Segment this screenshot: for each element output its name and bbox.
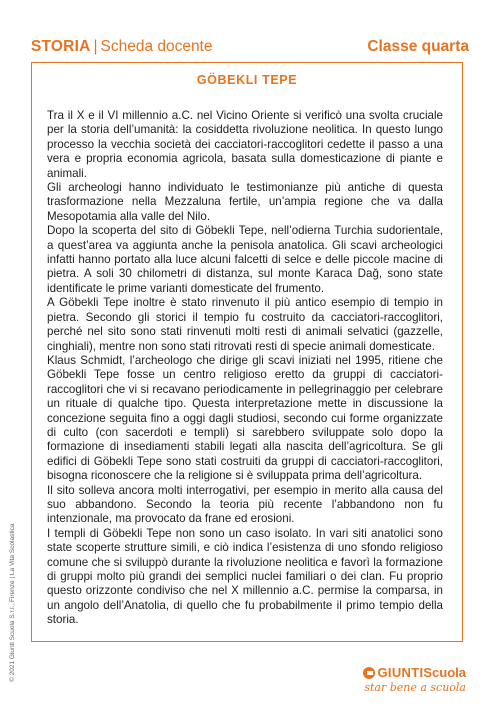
subject-label: STORIA bbox=[31, 38, 91, 55]
logo-word-scuola: Scuola bbox=[423, 665, 466, 680]
header-separator: | bbox=[93, 38, 98, 55]
paragraph: A Göbekli Tepe inoltre è stato rinvenuto il più antico esempio di tempio in pietra. Secondo gli storici il tempio fu costruito da cacciatori-raccoglitori, perché nel sito sono stati rinvenuti molti resti di animali selvatici (gazzelle, cinghiali), mentre non sono stati ritrovati resti di specie animali domesticate. bbox=[47, 296, 443, 353]
giunti-g-icon bbox=[363, 667, 375, 679]
header-left bbox=[31, 38, 213, 56]
content-card bbox=[31, 62, 463, 642]
grade-label: Classe quarta bbox=[367, 38, 469, 55]
publisher-logo bbox=[363, 665, 466, 694]
logo-wordmark bbox=[363, 665, 466, 680]
paragraph: Il sito solleva ancora molti interrogativi, per esempio in merito alla causa del suo abbandono. Secondo la teoria più recente l’abbandono non fu intenzionale, ma provocato da frane ed erosioni. bbox=[47, 483, 443, 526]
paragraph: Gli archeologi hanno individuato le testimonianze più antiche di questa trasformazione nella Mezzaluna fertile, un’ampia regione che va dalla Mesopotamia alla valle del Nilo. bbox=[47, 181, 443, 223]
copyright-notice: © 2021 Giunti Scuola S.r.l., Firenze | La Vita Scolastica bbox=[9, 523, 16, 682]
paragraph: Klaus Schmidt, l’archeologo che dirige gli scavi iniziati nel 1995, ritiene che Göbekli Tepe fosse un centro religioso eretto da gruppi di cacciatori-raccoglitori che vi si recavano periodicamente in pellegrinaggio per celebrare un rituale di qualche tipo. Questa interpretazione mette in discussione la concezione seguita fino a oggi dagli studiosi, secondo cui forme organizzate di culto (con sacerdoti e templi) si sarebbero sviluppate solo dopo la formazione di insediamenti stabili legati alla nascita dell’agricoltura. Se gli edifici di Göbekli Tepe sono stati costruiti da gruppi di cacciatori-raccoglitori, bisogna riconoscere che la religione si è sviluppata prima dell’agricoltura. bbox=[47, 353, 443, 483]
paragraph: Dopo la scoperta del sito di Göbekli Tepe, nell’odierna Turchia sudorientale, a quest’area va aggiunta anche la penisola anatolica. Gli scavi archeologici infatti hanno portato alla luce alcuni falcetti di selce e delle piccole macine di pietra. A soli 30 chilometri di distanza, sul monte Karaca Dağ, sono state identificate le prime varianti domesticate del frumento. bbox=[47, 224, 443, 295]
paragraph: Tra il X e il VI millennio a.C. nel Vicino Oriente si verificò una svolta cruciale per la storia dell’umanità: la cosiddetta rivoluzione neolitica. In questo lungo processo la vecchia società dei cacciatori-raccoglitori cedette il passo a una vera e propria economia agricola, basata sulla domesticazione di piante e animali. bbox=[47, 109, 443, 180]
paragraph: I templi di Göbekli Tepe non sono un caso isolato. In vari siti anatolici sono state scoperte strutture simili, e ciò indica l’esistenza di uno sfondo religioso comune che si sviluppò durante la rivoluzione neolitica e favorì la formazione di gruppi molto più grandi dei semplici nuclei familiari o dei clan. Fu proprio questo orizzonte condiviso che nel X millennio a.C. permise la comparsa, in un angolo dell’Anatolia, di quello che fu probabilmente il primo tempio della storia. bbox=[47, 526, 443, 627]
logo-word-giunti: GIUNTI bbox=[377, 665, 424, 680]
article-body bbox=[47, 109, 443, 628]
sheet-label: Scheda docente bbox=[100, 38, 213, 55]
logo-tagline: star bene a scuola bbox=[364, 681, 466, 694]
page-header bbox=[31, 38, 469, 58]
card-title: GÖBEKLI TEPE bbox=[196, 73, 298, 87]
